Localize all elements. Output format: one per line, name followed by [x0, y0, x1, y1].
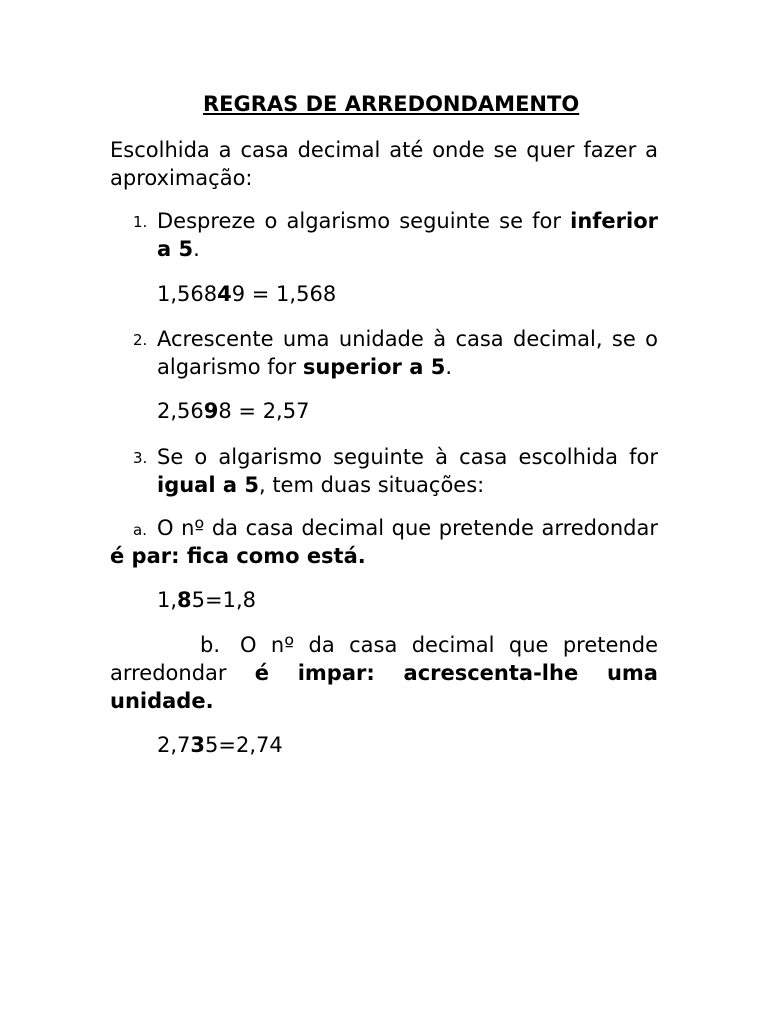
- rule2-example: [157, 397, 309, 425]
- case-b-paragraph: [110, 631, 658, 715]
- title-text: REGRAS DE ARREDONDAMENTO: [203, 92, 580, 116]
- case-b-marker: b.: [200, 633, 221, 657]
- case-b-text: O nº da casa decimal que pretende arredondar: [110, 633, 658, 685]
- rule2-paragraph: [157, 325, 658, 381]
- case-a-example-post: 5=1,8: [191, 588, 257, 612]
- rule3-marker: 3.: [133, 449, 148, 467]
- rule1-example-post: 9 = 1,568: [231, 282, 337, 306]
- case-a-example: [157, 586, 256, 614]
- rule2-marker: 2.: [133, 331, 148, 349]
- case-b-bold: é impar: acrescenta-lhe uma unidade.: [110, 661, 658, 713]
- rule2-end: .: [445, 355, 452, 379]
- rule1-text: Despreze o algarismo seguinte se for: [157, 209, 571, 233]
- intro-paragraph: [110, 136, 658, 192]
- rule2-example-digit: 9: [203, 399, 219, 423]
- rule1-bold: inferior a 5: [157, 209, 658, 261]
- case-b-example: [157, 731, 283, 759]
- rule2-example-post: 8 = 2,57: [218, 399, 310, 423]
- case-a-bold: é par: fica como está.: [110, 544, 366, 568]
- case-b-example-post: 5=2,74: [205, 733, 283, 757]
- rule1-marker: 1.: [133, 213, 148, 231]
- rule2-text: Acrescente uma unidade à casa decimal, se o algarismo for: [157, 327, 658, 379]
- rule1-end: .: [193, 237, 200, 261]
- case-b-example-digit: 3: [190, 733, 206, 757]
- rule3-paragraph: [157, 443, 658, 499]
- case-a-example-digit: 8: [177, 588, 192, 612]
- rule1-example-digit: 4: [217, 282, 232, 306]
- rule3-end: , tem duas situações:: [258, 473, 485, 497]
- rule2-example-pre: 2,56: [157, 399, 204, 423]
- rule2-bold: superior a 5: [302, 355, 446, 379]
- page-title: [203, 89, 579, 119]
- case-a-marker: a.: [133, 521, 147, 539]
- intro-text: Escolhida a casa decimal até onde se quer fazer a aproximação:: [110, 138, 658, 190]
- rule1-paragraph: [157, 207, 658, 263]
- rule3-text: Se o algarismo seguinte à casa escolhida for: [157, 445, 658, 469]
- case-a-paragraph: [110, 514, 658, 570]
- case-b-example-pre: 2,7: [157, 733, 191, 757]
- case-a-text: O nº da casa decimal que pretende arredondar: [157, 516, 658, 540]
- case-a-example-pre: 1,: [157, 588, 178, 612]
- rule3-bold: igual a 5: [157, 473, 259, 497]
- rule1-example: [157, 280, 336, 308]
- rule1-example-pre: 1,568: [157, 282, 218, 306]
